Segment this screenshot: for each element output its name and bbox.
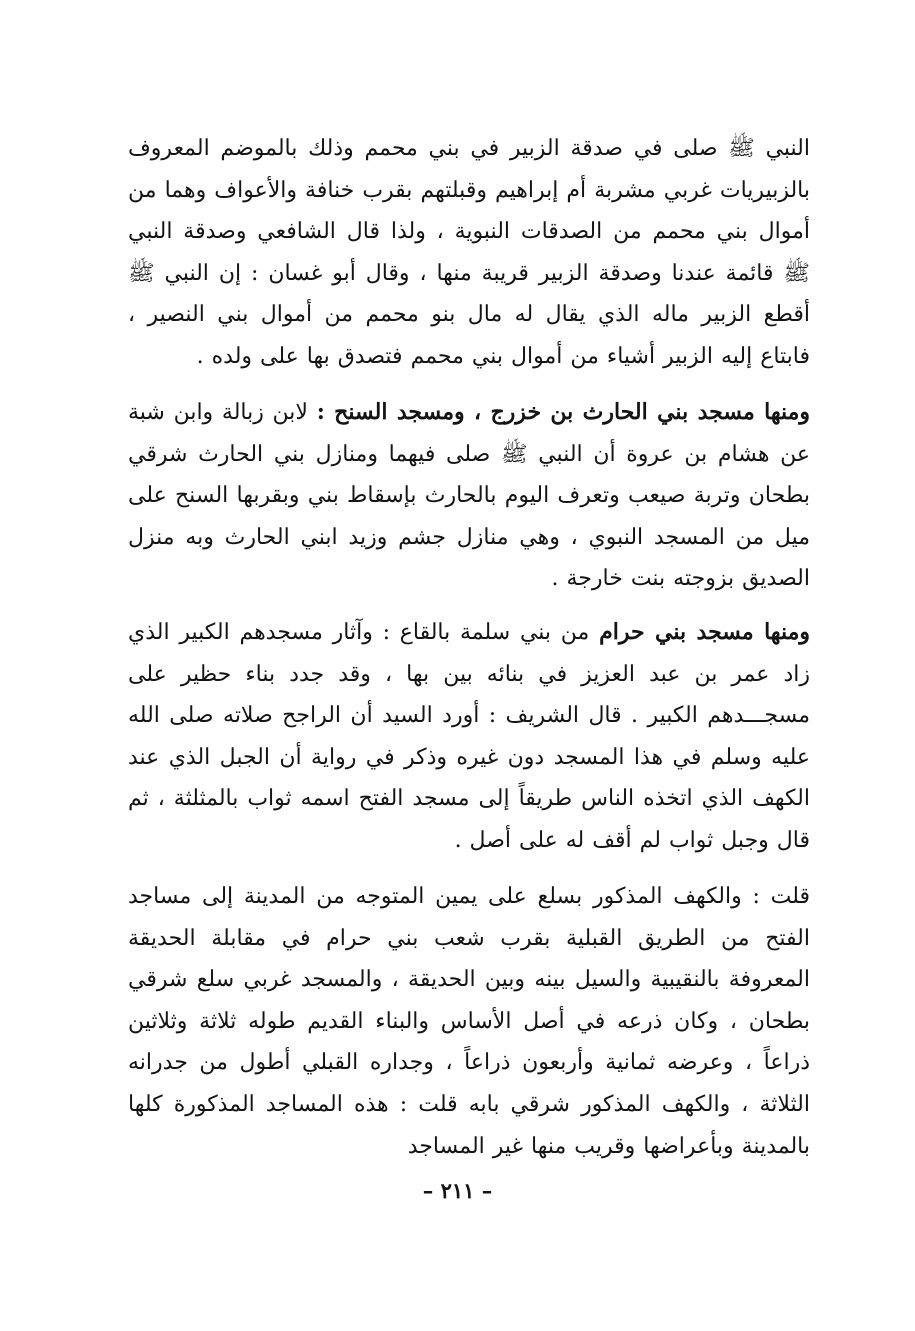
paragraph-2-lead: ومنها مسجد بني الحارث بن خزرج ، ومسجد السنح : — [316, 399, 811, 425]
paragraph-2 — [128, 392, 810, 600]
paragraph-2-body: لابن زبالة وابن شبة عن هشام بن عروة أن النبي ﷺ صلى فيهما ومنازل بني الحارث شرقي بطحان وتربة صيعب وتعرف اليوم بالحارث بإسقاط بني وبقربها السنح على ميل من المسجد النبوي ، وهي منازل جشم وزيد ابني الحارث وبه منزل الصديق بزوجته بنت خارجة . — [128, 400, 810, 592]
paragraph-3-lead: ومنها مسجد بني حرام — [599, 619, 810, 645]
page-number: – ٢١١ – — [422, 1178, 493, 1203]
paragraph-3 — [128, 612, 810, 862]
paragraph-1-body: النبي ﷺ صلى في صدقة الزبير في بني محمم وذلك بالموضم المعروف بالزبيريات غربي مشربة أم إبراهيم وقبلتهم بقرب خنافة والأعواف وهما من أموال بني محمم من الصدقات النبوية ، ولذا قال الشافعي وصدقة النبي ﷺ قائمة عندنا وصدقة الزبير قريبة منها ، وقال أبو غسان : إن النبي ﷺ أقطع الزبير ماله الذي يقال له مال بنو محمم من أموال بني النصير ، فابتاع إليه الزبير أشياء من أموال بني محمم فتصدق بها على ولده . — [128, 136, 810, 369]
paragraph-4 — [128, 876, 810, 1167]
paragraph-3-body: من بني سلمة بالقاع : وآثار مسجدهم الكبير الذي زاد عمر بن عبد العزيز في بنائه بين بها ، وقد جدد بناء حظير على مسجـــدهم الكبير . قال الشريف : أورد السيد أن الراجح صلاته صلى الله عليه وسلم في هذا المسجد دون غيره وذكر في رواية أن الجبل الذي عند الكهف الذي اتخذه الناس طريقاً إلى مسجد الفتح اسمه ثواب بالمثلثة ، ثم قال وجبل ثواب لم أقف له على أصل . — [128, 620, 810, 853]
paragraph-4-body: قلت : والكهف المذكور بسلع على يمين المتوجه من المدينة إلى مساجد الفتح من الطريق القبلية بقرب شعب بني حرام في مقابلة الحديقة المعروفة بالنقيبية والسيل بينه وبين الحديقة ، والمسجد غربي سلع شرقي بطحان ، وكان ذرعه في أصل الأساس والبناء القديم طوله ثلاثة وثلاثين ذراعاً ، وعرضه ثمانية وأربعون ذراعاً ، وجداره القبلي أطول من جدرانه الثلاثة ، والكهف المذكور شرقي بابه قلت : هذه المساجد المذكورة كلها بالمدينة وبأعراضها وقريب منها غير المساجد — [128, 884, 810, 1159]
paragraph-1 — [128, 128, 810, 378]
